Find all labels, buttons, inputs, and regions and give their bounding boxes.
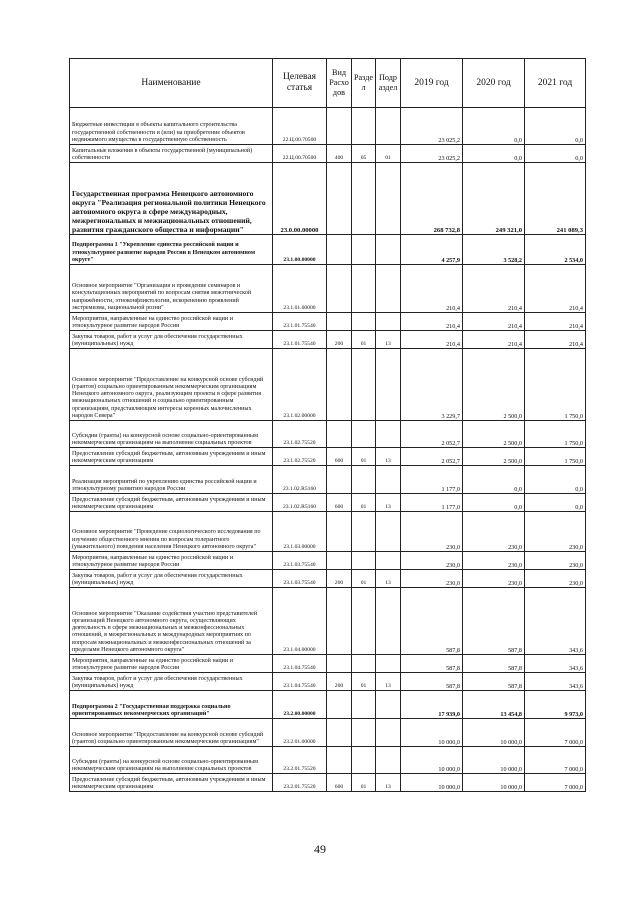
cell-subsection bbox=[376, 163, 401, 235]
cell-name: Предоставление субсидий бюджетным, автономным учреждениям и иным некоммерческим организациям bbox=[70, 774, 273, 792]
cell-2020: 587,8 bbox=[463, 655, 525, 673]
table-row bbox=[70, 691, 586, 719]
cell-2020: 230,0 bbox=[463, 570, 525, 588]
cell-expense-type: 600 bbox=[327, 448, 352, 466]
cell-expense-type bbox=[327, 512, 352, 552]
cell-subsection bbox=[376, 588, 401, 655]
cell-2019: 587,8 bbox=[401, 673, 463, 691]
cell-2020: 587,8 bbox=[463, 673, 525, 691]
cell-name: Бюджетные инвестиции в объекты капитального строительства государственной собственности и (или) на приобретение объектов недвижимого имущества в государственную собственность bbox=[70, 108, 273, 145]
table-row bbox=[70, 145, 586, 163]
table-row bbox=[70, 719, 586, 747]
cell-2021: 0,0 bbox=[525, 494, 586, 512]
cell-target: 23.0.00.00000 bbox=[273, 163, 327, 235]
cell-target: 23.1.01.75540 bbox=[273, 331, 327, 349]
cell-name: Реализация мероприятий по укреплению единства российской нации и этнокультурному развитию народов России bbox=[70, 466, 273, 494]
header-expense-type: Вид Расхо дов bbox=[327, 59, 352, 108]
table-row bbox=[70, 421, 586, 448]
cell-subsection: 13 bbox=[376, 774, 401, 792]
cell-2020: 587,8 bbox=[463, 588, 525, 655]
cell-section bbox=[352, 552, 376, 570]
cell-2020: 210,4 bbox=[463, 313, 525, 331]
cell-2019: 23 025,2 bbox=[401, 108, 463, 145]
table-row bbox=[70, 108, 586, 145]
cell-2021: 0,0 bbox=[525, 108, 586, 145]
table-row bbox=[70, 163, 586, 235]
cell-subsection bbox=[376, 691, 401, 719]
cell-2019: 210,4 bbox=[401, 331, 463, 349]
header-subsection: Подр аздел bbox=[376, 59, 401, 108]
cell-2020: 0,0 bbox=[463, 145, 525, 163]
cell-2021: 210,4 bbox=[525, 265, 586, 313]
cell-subsection bbox=[376, 552, 401, 570]
cell-2021: 343,6 bbox=[525, 655, 586, 673]
cell-expense-type: 200 bbox=[327, 673, 352, 691]
cell-subsection bbox=[376, 655, 401, 673]
cell-expense-type bbox=[327, 349, 352, 421]
cell-2019: 230,0 bbox=[401, 512, 463, 552]
cell-2019: 17 939,0 bbox=[401, 691, 463, 719]
table-row bbox=[70, 349, 586, 421]
cell-2019: 10 000,0 bbox=[401, 747, 463, 774]
header-2021: 2021 год bbox=[525, 59, 586, 108]
cell-section bbox=[352, 747, 376, 774]
cell-2021: 1 750,0 bbox=[525, 421, 586, 448]
cell-2019: 2 052,7 bbox=[401, 448, 463, 466]
cell-2020: 0,0 bbox=[463, 466, 525, 494]
cell-expense-type bbox=[327, 313, 352, 331]
cell-expense-type: 600 bbox=[327, 774, 352, 792]
cell-target: 23.2.01.75520 bbox=[273, 747, 327, 774]
cell-subsection bbox=[376, 349, 401, 421]
budget-table bbox=[69, 58, 586, 792]
cell-subsection bbox=[376, 108, 401, 145]
cell-2020: 3 528,2 bbox=[463, 235, 525, 265]
cell-section bbox=[352, 421, 376, 448]
cell-name: Основное мероприятие "Предоставление на конкурсной основе субсидий (грантов) социально ориентированным некоммерческим организациям Ненецкого автономного округа, реализующим проекты в сфере развития межнациональных отношений и социально ориентированным организациям, представляющим интересы коренных малочисленных народов Севера" bbox=[70, 349, 273, 421]
table-row bbox=[70, 494, 586, 512]
cell-section bbox=[352, 512, 376, 552]
cell-2021: 2 534,0 bbox=[525, 235, 586, 265]
cell-name: Основное мероприятие "Организация и проведение семинаров и консультационных мероприятий по вопросам снятия межэтнической напряжённости, этноконфликтологии, искоренению проявлений экстремизма, национальной розни" bbox=[70, 265, 273, 313]
cell-section bbox=[352, 588, 376, 655]
cell-2021: 7 000,0 bbox=[525, 719, 586, 747]
cell-2020: 2 500,0 bbox=[463, 349, 525, 421]
cell-section bbox=[352, 265, 376, 313]
header-section: Разде л bbox=[352, 59, 376, 108]
cell-name: Закупка товаров, работ и услуг для обеспечения государственных (муниципальных) нужд bbox=[70, 331, 273, 349]
cell-subsection: 01 bbox=[376, 145, 401, 163]
cell-name: Закупка товаров, работ и услуг для обеспечения государственных (муниципальных) нужд bbox=[70, 570, 273, 588]
cell-subsection bbox=[376, 235, 401, 265]
cell-expense-type: 200 bbox=[327, 331, 352, 349]
table-row bbox=[70, 331, 586, 349]
cell-section: 01 bbox=[352, 331, 376, 349]
table-row bbox=[70, 466, 586, 494]
table-row bbox=[70, 512, 586, 552]
cell-subsection bbox=[376, 747, 401, 774]
cell-section: 05 bbox=[352, 145, 376, 163]
cell-section: 01 bbox=[352, 774, 376, 792]
cell-expense-type: 600 bbox=[327, 494, 352, 512]
cell-section bbox=[352, 235, 376, 265]
cell-expense-type bbox=[327, 552, 352, 570]
cell-target: 23.1.02.R5160 bbox=[273, 466, 327, 494]
table-row bbox=[70, 774, 586, 792]
cell-2020: 210,4 bbox=[463, 331, 525, 349]
cell-target: 23.1.01.00000 bbox=[273, 265, 327, 313]
cell-2020: 230,0 bbox=[463, 552, 525, 570]
cell-subsection bbox=[376, 466, 401, 494]
cell-target: 23.1.02.75520 bbox=[273, 448, 327, 466]
cell-2020: 2 500,0 bbox=[463, 448, 525, 466]
cell-2021: 241 089,3 bbox=[525, 163, 586, 235]
cell-expense-type bbox=[327, 655, 352, 673]
cell-expense-type bbox=[327, 108, 352, 145]
cell-subsection: 13 bbox=[376, 570, 401, 588]
cell-2021: 343,6 bbox=[525, 673, 586, 691]
cell-2021: 0,0 bbox=[525, 145, 586, 163]
cell-name: Субсидии (гранты) на конкурсной основе социально-ориентированным некоммерческим организациям на выполнение социальных проектов bbox=[70, 747, 273, 774]
cell-expense-type bbox=[327, 421, 352, 448]
cell-section bbox=[352, 108, 376, 145]
table-row bbox=[70, 448, 586, 466]
cell-2020: 10 000,0 bbox=[463, 747, 525, 774]
table-row bbox=[70, 673, 586, 691]
table-body bbox=[70, 108, 586, 792]
cell-name: Государственная программа Ненецкого автономного округа "Реализация региональной политики Ненецкого автономного округа в сфере международных, межрегиональных и межнациональных отношений, развития гражданского общества и информации" bbox=[70, 163, 273, 235]
cell-section bbox=[352, 313, 376, 331]
cell-2019: 1 177,0 bbox=[401, 494, 463, 512]
cell-expense-type bbox=[327, 588, 352, 655]
cell-subsection bbox=[376, 512, 401, 552]
cell-target: 23.1.02.00000 bbox=[273, 349, 327, 421]
cell-2020: 0,0 bbox=[463, 494, 525, 512]
cell-2021: 1 750,0 bbox=[525, 448, 586, 466]
table-row bbox=[70, 570, 586, 588]
cell-name: Основное мероприятие "Оказание содействия участию представителей организаций Ненецкого автономного округа, осуществляющих деятельность в сфере межнациональных и межконфессиональных отношений, в межрегиональных и международных мероприятиях по вопросам межнациональных и межконфессиональных отношений за пределами Ненецкого автономного округа" bbox=[70, 588, 273, 655]
cell-2019: 10 000,0 bbox=[401, 719, 463, 747]
table-row bbox=[70, 313, 586, 331]
cell-section bbox=[352, 349, 376, 421]
table-row bbox=[70, 747, 586, 774]
cell-expense-type bbox=[327, 265, 352, 313]
cell-2021: 210,4 bbox=[525, 331, 586, 349]
cell-2020: 249 321,0 bbox=[463, 163, 525, 235]
table-row bbox=[70, 265, 586, 313]
cell-target: 22.Ц.00.70500 bbox=[273, 108, 327, 145]
table-row bbox=[70, 235, 586, 265]
cell-expense-type: 200 bbox=[327, 570, 352, 588]
cell-name: Основное мероприятие "Предоставление на конкурсной основе субсидий (грантов) социально ориентированным некоммерческим организациям" bbox=[70, 719, 273, 747]
cell-expense-type bbox=[327, 466, 352, 494]
cell-2019: 230,0 bbox=[401, 552, 463, 570]
cell-name: Мероприятия, направленные на единство российской нации и этнокультурное развитие народов России bbox=[70, 655, 273, 673]
cell-2021: 1 750,0 bbox=[525, 349, 586, 421]
cell-name: Субсидии (гранты) на конкурсной основе социально-ориентированным некоммерческим организациям на выполнение социальных проектов bbox=[70, 421, 273, 448]
cell-target: 22.Ц.00.70500 bbox=[273, 145, 327, 163]
cell-name: Закупка товаров, работ и услуг для обеспечения государственных (муниципальных) нужд bbox=[70, 673, 273, 691]
cell-2020: 10 000,0 bbox=[463, 719, 525, 747]
cell-2021: 7 000,0 bbox=[525, 747, 586, 774]
cell-2020: 0,0 bbox=[463, 108, 525, 145]
cell-2020: 2 500,0 bbox=[463, 421, 525, 448]
cell-2019: 1 177,0 bbox=[401, 466, 463, 494]
cell-section bbox=[352, 691, 376, 719]
cell-2019: 10 000,0 bbox=[401, 774, 463, 792]
cell-section: 01 bbox=[352, 494, 376, 512]
cell-expense-type bbox=[327, 691, 352, 719]
cell-2019: 23 025,2 bbox=[401, 145, 463, 163]
cell-target: 23.1.04.75540 bbox=[273, 655, 327, 673]
cell-2019: 210,4 bbox=[401, 313, 463, 331]
cell-2021: 343,6 bbox=[525, 588, 586, 655]
cell-section: 01 bbox=[352, 570, 376, 588]
cell-target: 23.1.04.00000 bbox=[273, 588, 327, 655]
cell-target: 23.2.00.00000 bbox=[273, 691, 327, 719]
cell-2021: 210,4 bbox=[525, 313, 586, 331]
cell-subsection bbox=[376, 421, 401, 448]
cell-expense-type bbox=[327, 163, 352, 235]
cell-2019: 2 052,7 bbox=[401, 421, 463, 448]
cell-target: 23.1.01.75540 bbox=[273, 313, 327, 331]
cell-name: Предоставление субсидий бюджетным, автономным учреждениям и иным некоммерческим организациям bbox=[70, 494, 273, 512]
cell-subsection: 13 bbox=[376, 673, 401, 691]
header-2020: 2020 год bbox=[463, 59, 525, 108]
page-number: 49 bbox=[314, 842, 326, 856]
cell-section bbox=[352, 655, 376, 673]
cell-2021: 0,0 bbox=[525, 466, 586, 494]
cell-2019: 4 257,9 bbox=[401, 235, 463, 265]
cell-section: 01 bbox=[352, 448, 376, 466]
cell-expense-type bbox=[327, 235, 352, 265]
cell-2019: 210,4 bbox=[401, 265, 463, 313]
cell-name: Основное мероприятие "Проведение социологического исследования по изучению общественного мнения по вопросам толерантного (уважительного) поведения населения Ненецкого автономного округа" bbox=[70, 512, 273, 552]
cell-name: Мероприятия, направленные на единство российской нации и этнокультурное развитие народов России bbox=[70, 552, 273, 570]
cell-2020: 210,4 bbox=[463, 265, 525, 313]
cell-name: Предоставление субсидий бюджетным, автономным учреждениям и иным некоммерческим организациям bbox=[70, 448, 273, 466]
table-header-row bbox=[70, 59, 586, 108]
cell-2020: 230,0 bbox=[463, 512, 525, 552]
cell-section bbox=[352, 719, 376, 747]
table-row bbox=[70, 552, 586, 570]
cell-2020: 13 454,8 bbox=[463, 691, 525, 719]
cell-2019: 230,0 bbox=[401, 570, 463, 588]
cell-target: 23.1.00.00000 bbox=[273, 235, 327, 265]
cell-target: 23.1.04.75540 bbox=[273, 673, 327, 691]
cell-name: Подпрограмма 2 "Государственная поддержка социально ориентированных некоммерческих организаций" bbox=[70, 691, 273, 719]
cell-target: 23.1.03.00000 bbox=[273, 512, 327, 552]
cell-2021: 7 000,0 bbox=[525, 774, 586, 792]
cell-target: 23.2.01.75520 bbox=[273, 774, 327, 792]
table-row bbox=[70, 655, 586, 673]
cell-expense-type: 400 bbox=[327, 145, 352, 163]
cell-2021: 230,0 bbox=[525, 512, 586, 552]
cell-name: Капитальные вложения в объекты государственной (муниципальной) собственности bbox=[70, 145, 273, 163]
cell-subsection: 13 bbox=[376, 494, 401, 512]
cell-2019: 3 229,7 bbox=[401, 349, 463, 421]
cell-subsection bbox=[376, 313, 401, 331]
cell-name: Мероприятия, направленные на единство российской нации и этнокультурное развитие народов России bbox=[70, 313, 273, 331]
cell-subsection: 13 bbox=[376, 331, 401, 349]
cell-target: 23.1.03.75540 bbox=[273, 552, 327, 570]
cell-section bbox=[352, 466, 376, 494]
cell-target: 23.1.02.R5160 bbox=[273, 494, 327, 512]
cell-section: 01 bbox=[352, 673, 376, 691]
cell-2021: 230,0 bbox=[525, 570, 586, 588]
cell-subsection bbox=[376, 719, 401, 747]
cell-2019: 587,8 bbox=[401, 588, 463, 655]
table-row bbox=[70, 588, 586, 655]
header-2019: 2019 год bbox=[401, 59, 463, 108]
cell-expense-type bbox=[327, 719, 352, 747]
cell-2019: 587,8 bbox=[401, 655, 463, 673]
cell-2019: 268 732,8 bbox=[401, 163, 463, 235]
cell-expense-type bbox=[327, 747, 352, 774]
cell-2021: 9 973,0 bbox=[525, 691, 586, 719]
cell-name: Подпрограмма 1 "Укрепление единства российской нации и этнокультурное развитие народов России в Ненецком автономном округе" bbox=[70, 235, 273, 265]
header-name: Наименование bbox=[70, 59, 273, 108]
cell-subsection: 13 bbox=[376, 448, 401, 466]
header-target: Целевая статья bbox=[273, 59, 327, 108]
cell-2020: 10 000,0 bbox=[463, 774, 525, 792]
cell-2021: 230,0 bbox=[525, 552, 586, 570]
cell-target: 23.2.01.00000 bbox=[273, 719, 327, 747]
cell-subsection bbox=[376, 265, 401, 313]
cell-section bbox=[352, 163, 376, 235]
cell-target: 23.1.03.75540 bbox=[273, 570, 327, 588]
cell-target: 23.1.02.75520 bbox=[273, 421, 327, 448]
